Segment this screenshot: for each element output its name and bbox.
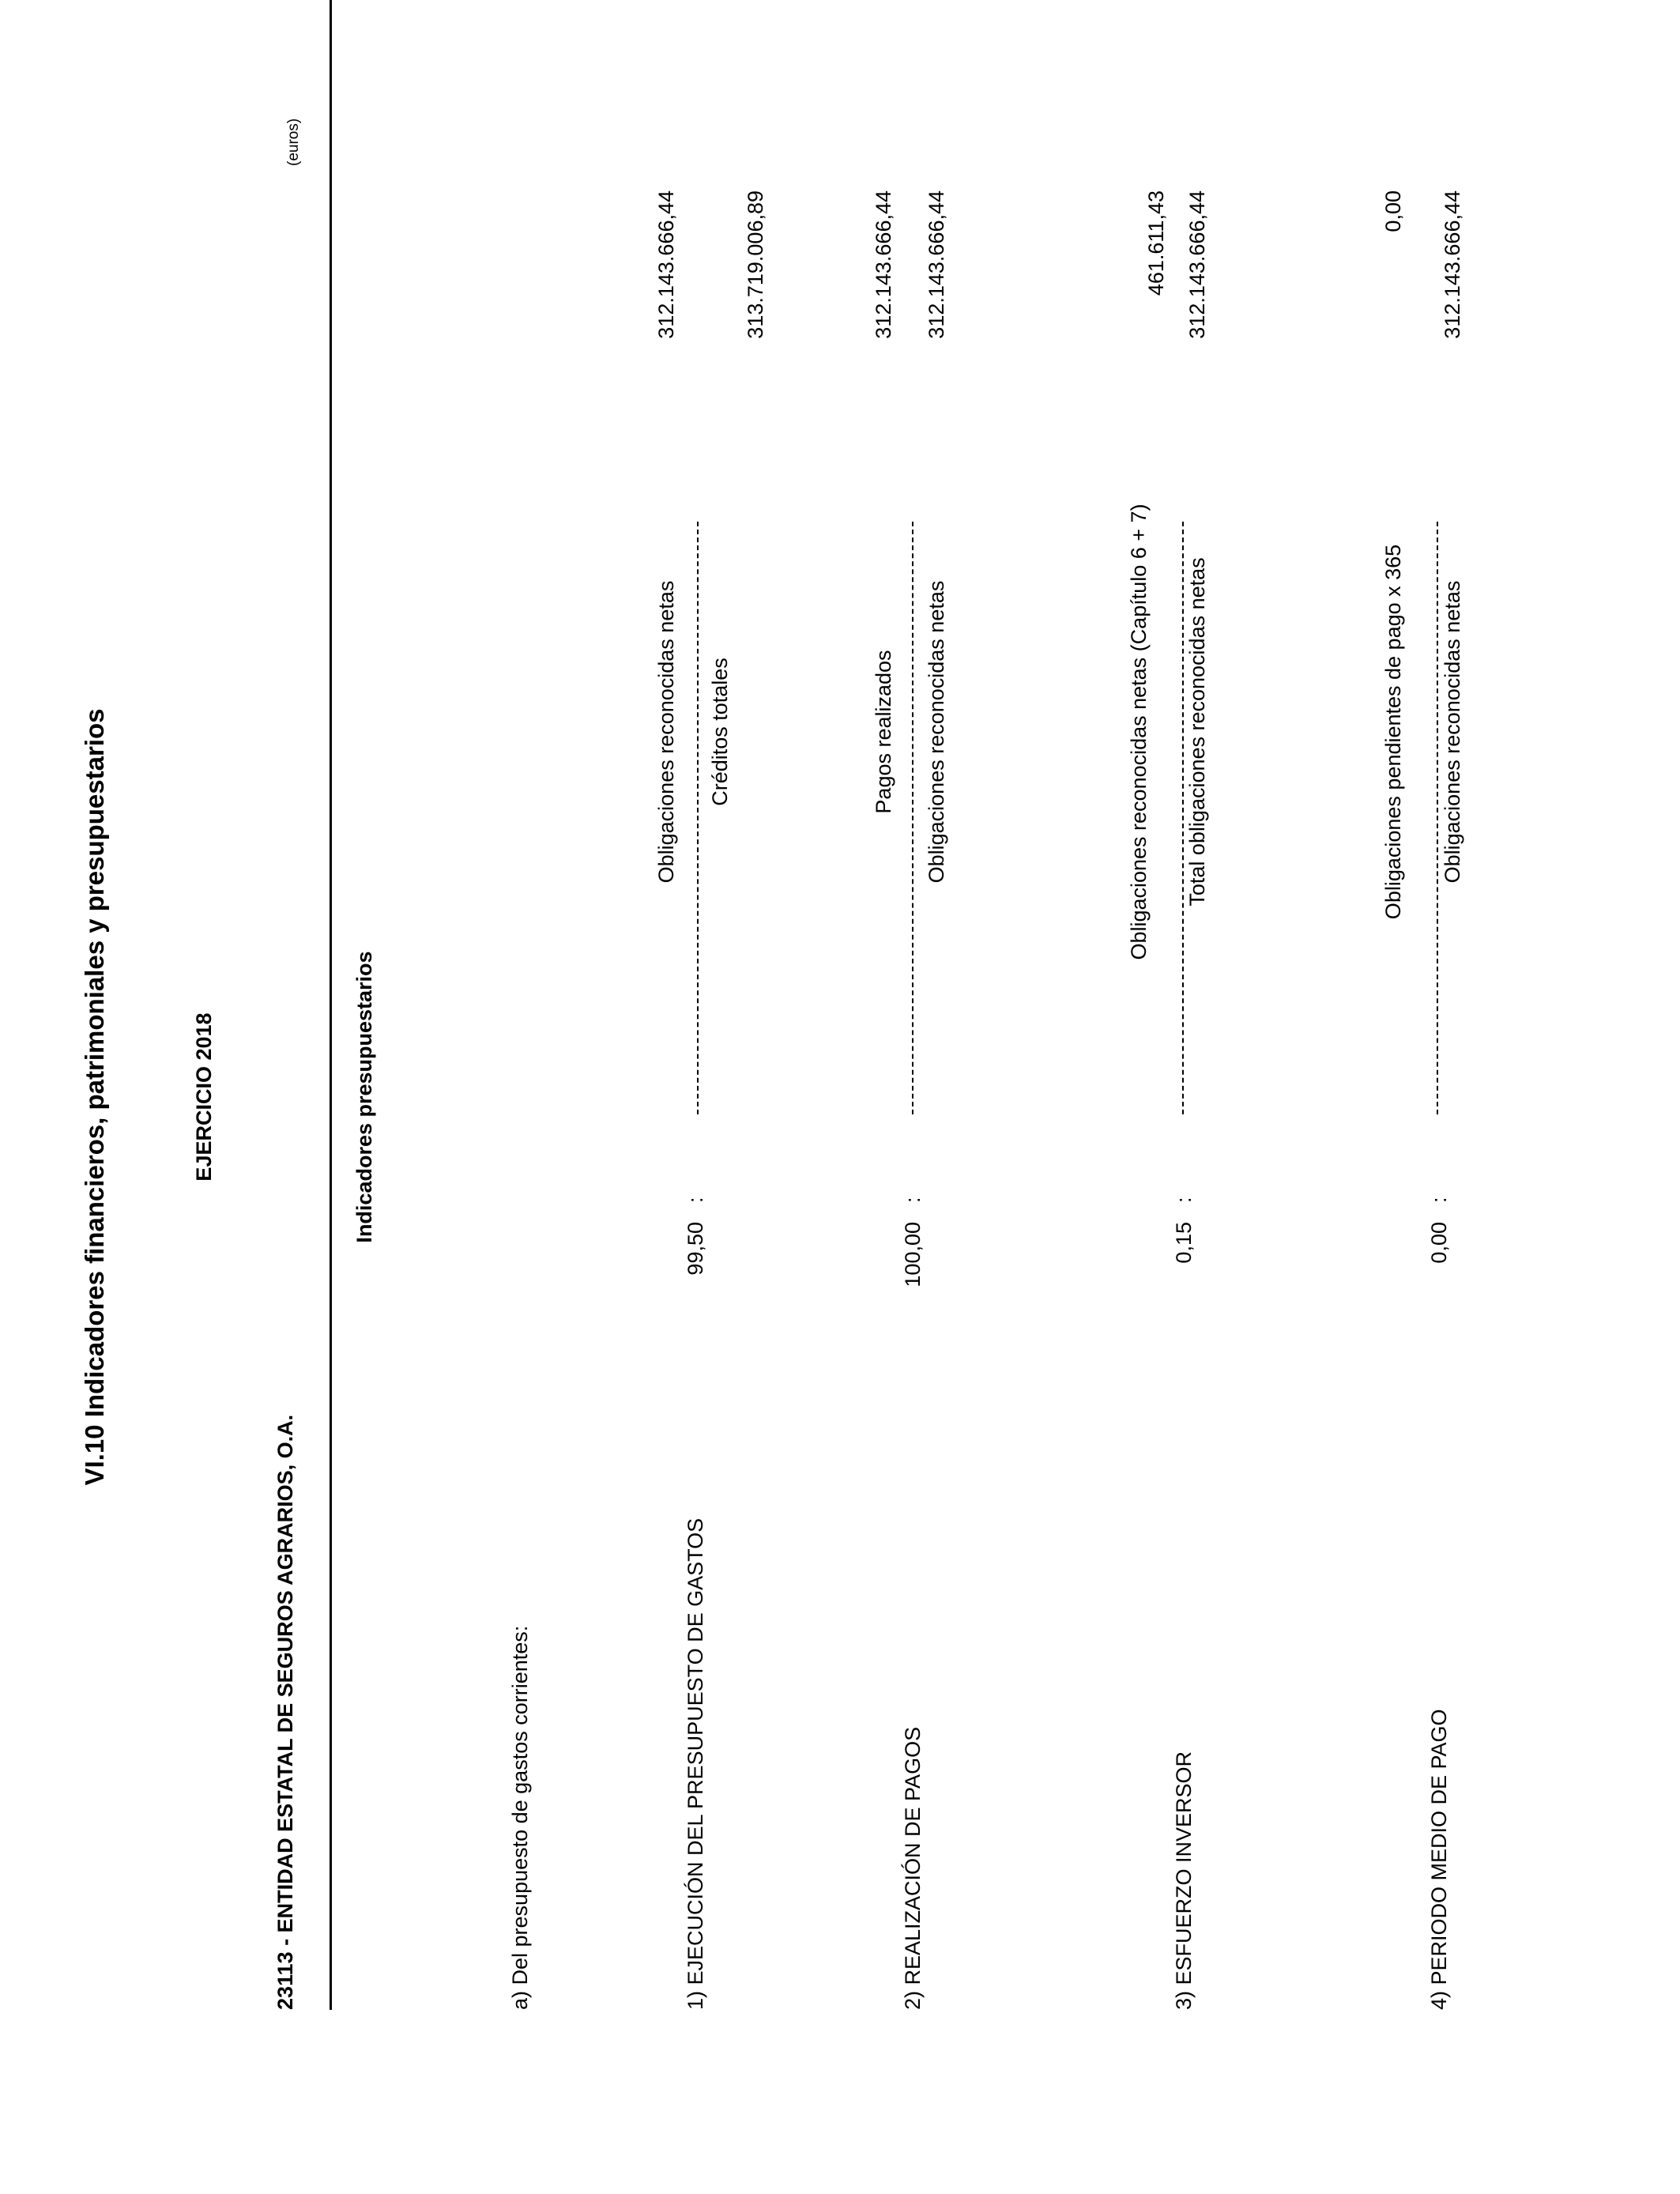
numerator-value: 0,00	[1381, 190, 1405, 232]
fraction-line	[697, 522, 699, 1114]
denominator-value: 312.143.666,44	[1441, 190, 1464, 339]
indicators-title: Indicadores presupuestarios	[352, 951, 376, 1243]
numerator-label: Obligaciones reconocidas netas (Capítulo 6 + 7)	[1127, 503, 1151, 960]
numerator-value: 461.611,43	[1144, 190, 1168, 296]
denominator-value: 312.143.666,44	[1185, 190, 1209, 339]
denominator-value: 313.719.006,89	[744, 190, 767, 339]
fraction-line	[1182, 522, 1184, 1114]
numerator-label: Obligaciones pendientes de pago x 365	[1381, 544, 1405, 920]
fraction-line	[1437, 522, 1438, 1114]
denominator-value: 312.143.666,44	[925, 190, 948, 339]
indicator-separator: :	[901, 1197, 925, 1203]
indicator-percent: 99,50	[684, 1222, 707, 1276]
indicator-separator: :	[1427, 1197, 1451, 1203]
indicator-separator: :	[684, 1197, 707, 1203]
indicator-separator: :	[1172, 1197, 1196, 1203]
fiscal-year: EJERCICIO 2018	[192, 1012, 216, 1182]
header-rule	[330, 0, 332, 2010]
numerator-label: Pagos realizados	[872, 650, 895, 814]
indicator-percent: 0,15	[1172, 1222, 1196, 1264]
fraction-line	[912, 522, 913, 1114]
indicator-label: 3) ESFUERZO INVERSOR	[1172, 1751, 1196, 2010]
section-label: a) Del presupuesto de gastos corrientes:	[508, 1625, 532, 2010]
indicator-label: 1) EJECUCIÓN DEL PRESUPUESTO DE GASTOS	[684, 1517, 707, 2010]
report-title: VI.10 Indicadores financieros, patrimoniales y presupuestarios	[80, 708, 109, 1486]
currency-unit: (euros)	[285, 118, 302, 166]
denominator-label: Obligaciones reconocidas netas	[925, 580, 948, 884]
denominator-label: Obligaciones reconocidas netas	[1441, 580, 1464, 884]
denominator-label: Total obligaciones reconocidas netas	[1185, 557, 1209, 907]
indicator-label: 2) REALIZACIÓN DE PAGOS	[901, 1726, 925, 2010]
indicator-label: 4) PERIODO MEDIO DE PAGO	[1427, 1709, 1451, 2010]
numerator-value: 312.143.666,44	[872, 190, 895, 339]
numerator-label: Obligaciones reconocidas netas	[654, 580, 678, 884]
denominator-label: Créditos totales	[708, 658, 732, 806]
numerator-value: 312.143.666,44	[654, 190, 678, 339]
indicator-percent: 0,00	[1427, 1222, 1451, 1264]
entity-name: 23113 - ENTIDAD ESTATAL DE SEGUROS AGRARIOS, O.A.	[273, 1414, 297, 2010]
indicator-percent: 100,00	[901, 1222, 925, 1287]
